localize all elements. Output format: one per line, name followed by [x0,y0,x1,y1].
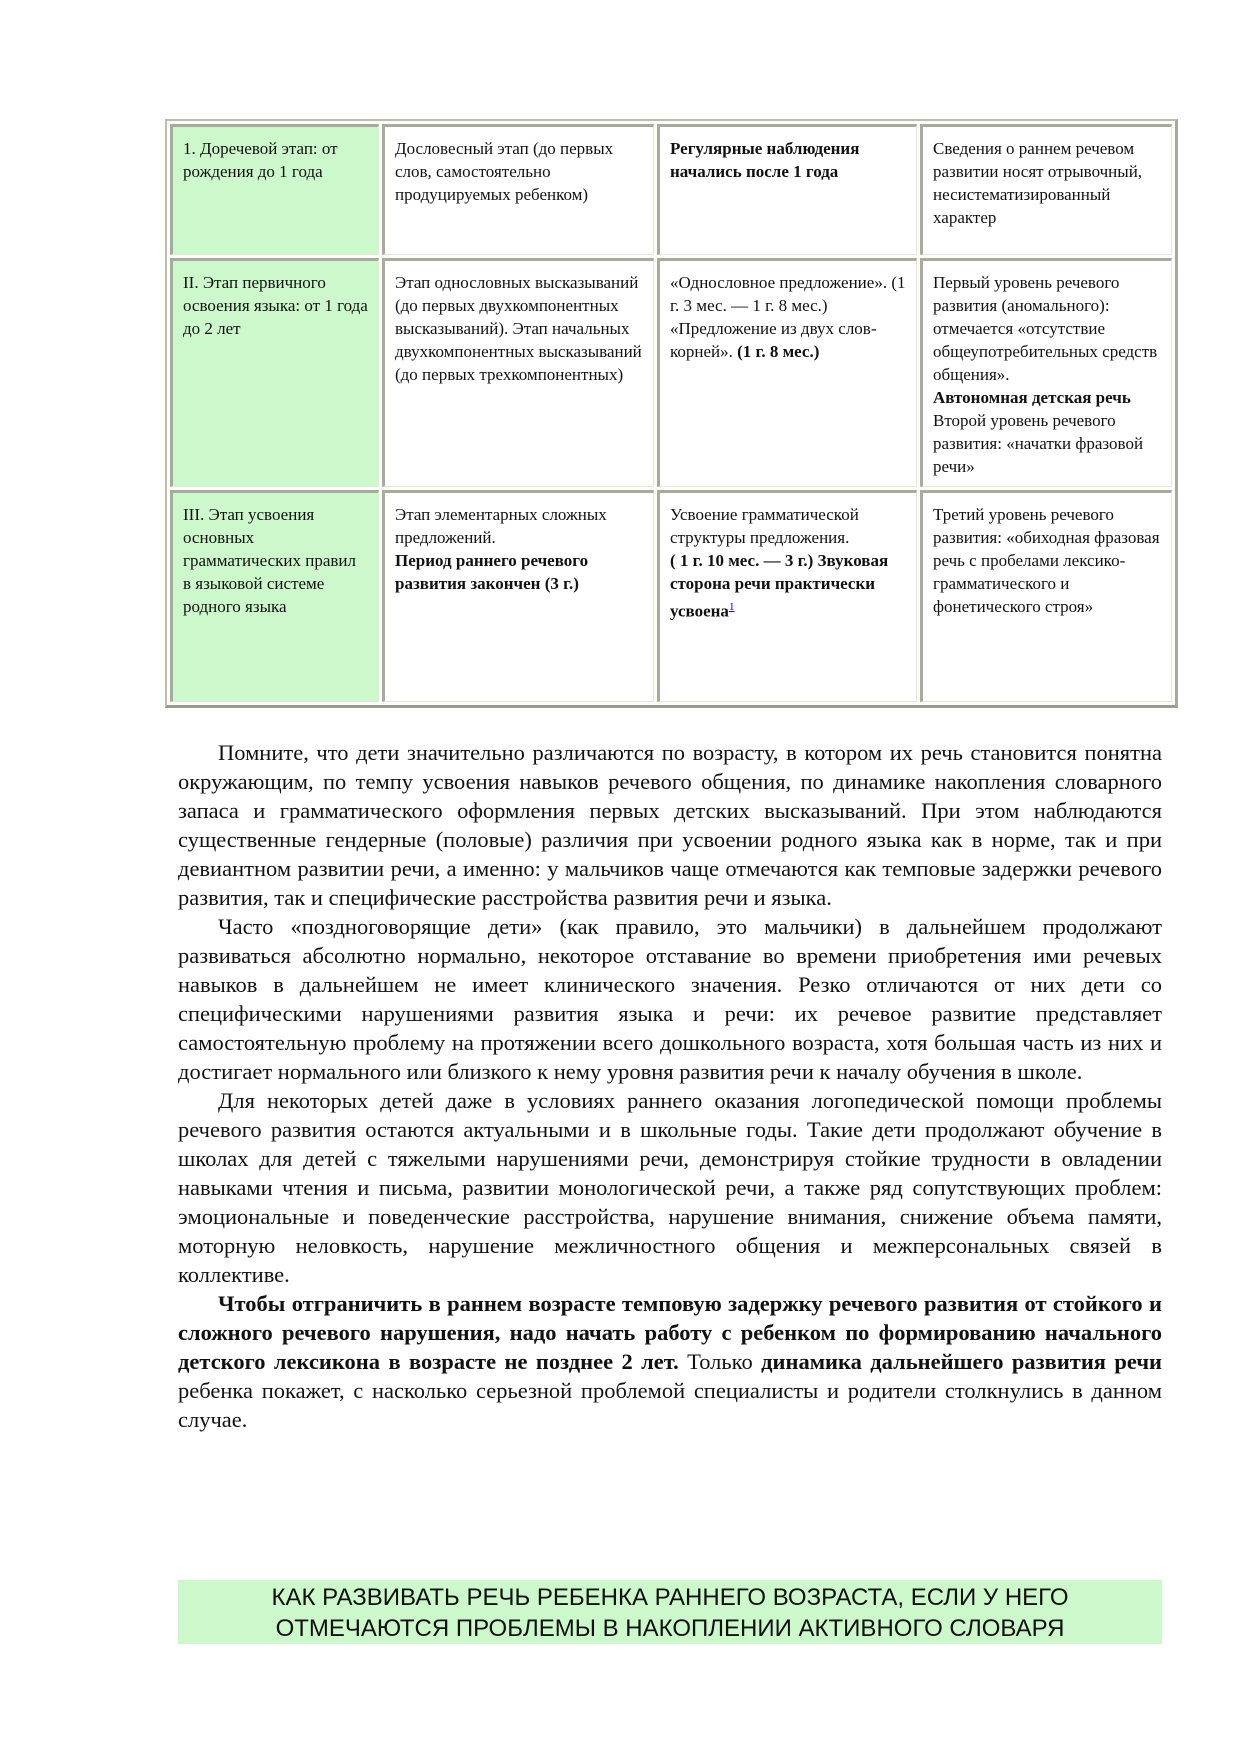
bold-text: (1 г. 8 мес.) [737,342,820,361]
table-cell [382,490,654,702]
cell-text: Усвоение грамматической структуры предложения. [670,505,859,547]
paragraph-text: ребенка покажет, с насколько серьезной проблемой специалисты и родители столкнулись в данном случае. [178,1378,1162,1432]
heading-line: КАК РАЗВИВАТЬ РЕЧЬ РЕБЕНКА РАННЕГО ВОЗРАСТА, ЕСЛИ У НЕГО [271,1584,1069,1611]
stage-cell: 1. Доречевой этап: от рождения до 1 года [170,124,379,255]
table-cell: Сведения о раннем речевом развитии носят отрывочный, несистематизированный характер [920,124,1172,255]
table-cell [657,124,917,255]
paragraph [178,1289,1162,1434]
bold-text: Регулярные наблюдения начались после 1 года [670,139,860,181]
speech-development-table [165,119,1178,708]
stage-cell: II. Этап первичного освоения языка: от 1 года до 2 лет [170,258,379,487]
table-row [170,490,1172,702]
table-row [170,258,1172,487]
paragraph: Помните, что дети значительно различаются по возрасту, в котором их речь становится понятна окружающим, по темпу усвоения навыков речевого общения, по динамике накопления словарного запаса и грамматического оформления первых детских высказываний. При этом наблюдаются существенные гендерные (половые) различия при усвоении родного языка как в норме, так и при девиантном развитии речи, а именно: у мальчиков чаще отмечаются как темповые задержки речевого развития, так и специфические расстройства развития речи и языка. [178,740,1162,910]
section-heading [178,1580,1162,1644]
footnote-link[interactable]: 1 [728,601,735,613]
cell-text: «Однословное предложение». (1 г. 3 мес. — 1 г. 8 мес.) «Предложение из двух слов-корней». [670,273,906,361]
table-cell: Дословесный этап (до первых слов, самостоятельно продуцируемых ребенком) [382,124,654,255]
bold-text: Период раннего речевого развития закончен (3 г.) [395,551,589,593]
bold-text: динамика дальнейшего развития речи [761,1349,1162,1374]
bold-text: ( 1 г. 10 мес. — 3 г.) Звуковая сторона речи практически усвоена [670,551,889,621]
table-cell [657,490,917,702]
cell-text: Второй уровень речевого развития: «начатки фразовой речи» [933,411,1144,476]
table-cell [920,258,1172,487]
cell-text: Этап элементарных сложных предложений. [395,505,607,547]
paragraph-text: Только [678,1349,762,1374]
bold-text: Чтобы отграничить в раннем возрасте темповую задержку речевого развития от стойкого и сложного речевого нарушения, надо начать работу с ребенком по формированию начального детского лексикона в возрасте не позднее 2 лет. [178,1291,1162,1374]
table-cell: Третий уровень речевого развития: «обиходная фразовая речь с пробелами лексико-грамматического и фонетического строя» [920,490,1172,702]
body-text [178,738,1162,1434]
stage-cell: III. Этап усвоения основных грамматических правил в языковой системе родного языка [170,490,379,702]
bold-text: Автономная детская речь [933,388,1131,407]
table-row [170,124,1172,255]
paragraph: Часто «поздноговорящие дети» (как правило, это мальчики) в дальнейшем продолжают развиваться абсолютно нормально, некоторое отставание во времени приобретения ими речевых навыков в дальнейшем не имеет клинического значения. Резко отличаются от них дети со специфическими нарушениями развития языка и речи: их речевое развитие представляет самостоятельную проблему на протяжении всего дошкольного возраста, хотя большая часть из них и достигает нормального или близкого к нему уровня развития речи к началу обучения в школе. [178,914,1162,1084]
table-cell: Этап однословных высказываний (до первых двухкомпонентных высказываний). Этап начальных двухкомпонентных высказываний (до первых трехкомпонентных) [382,258,654,487]
table-cell [657,258,917,487]
paragraph: Для некоторых детей даже в условиях раннего оказания логопедической помощи проблемы речевого развития остаются актуальными и в школьные годы. Такие дети продолжают обучение в школах для детей с тяжелыми нарушениями речи, демонстрируя стойкие трудности в овладении навыками чтения и письма, развитии монологической речи, а также ряд сопутствующих проблем: эмоциональные и поведенческие расстройства, нарушение внимания, снижение объема памяти, моторную неловкость, нарушение межличностного общения и межперсональных связей в коллективе. [178,1088,1162,1287]
heading-line: ОТМЕЧАЮТСЯ ПРОБЛЕМЫ В НАКОПЛЕНИИ АКТИВНОГО СЛОВАРЯ [275,1615,1065,1642]
cell-text: Первый уровень речевого развития (аномального): отмечается «отсутствие общеупотребительных средств общения». [933,273,1158,384]
